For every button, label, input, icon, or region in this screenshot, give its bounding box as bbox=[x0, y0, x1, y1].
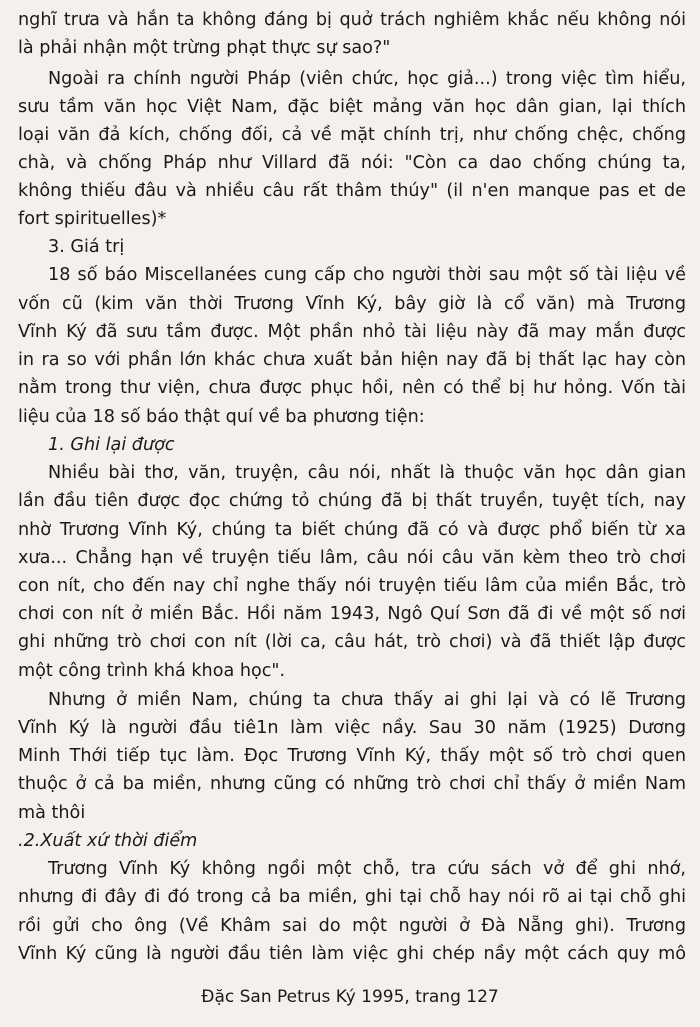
text-line: Nhiều bài thơ, văn, truyện, câu nói, nhất là thuộc văn học dân gian bbox=[48, 463, 686, 483]
text-line: Trương Vĩnh Ký không ngồi một chỗ, tra cứu sách vở để ghi nhớ, bbox=[48, 859, 686, 879]
text-line: không thiếu đâu và nhiều câu rất thâm thúy" (il n'en manque pas et de bbox=[18, 181, 686, 201]
text-line: nhờ Trương Vĩnh Ký, chúng ta biết chúng đã có và được phổ biến từ xa bbox=[18, 520, 686, 540]
text-line: fort spirituelles)* bbox=[18, 209, 167, 229]
text-line: một công trình khá khoa học". bbox=[18, 661, 286, 681]
text-line: Nhưng ở miền Nam, chúng ta chưa thấy ai ghi lại và có lẽ Trương bbox=[48, 690, 686, 710]
text-line: ghi những trò chơi con nít (lời ca, câu hát, trò chơi) và đã thiết lập được bbox=[18, 632, 686, 652]
text-line: rồi gửi cho ông (Về Khâm sai do một người ở Đà Nẵng ghi). Trương bbox=[18, 916, 686, 936]
text-line: Ngoài ra chính người Pháp (viên chức, học giả...) trong việc tìm hiểu, bbox=[48, 69, 686, 89]
text-line: liệu của 18 số báo thật quí về ba phương tiện: bbox=[18, 407, 425, 427]
text-line: 18 số báo Miscellanées cung cấp cho người thời sau một số tài liệu về bbox=[48, 265, 686, 285]
text-line: Vĩnh Ký đã sưu tầm được. Một phần nhỏ tài liệu này đã may mắn được bbox=[18, 322, 686, 342]
text-line: nằm trong thư viện, chưa được phục hồi, nên có thể bị hư hỏng. Vốn tài bbox=[18, 378, 686, 398]
section-heading: 3. Giá trị bbox=[48, 237, 125, 257]
text-line: con nít, cho đến nay chỉ nghe thấy nói truyện tiếu lâm của miền Bắc, trò bbox=[18, 576, 686, 596]
text-line: Minh Thới tiếp tục làm. Đọc Trương Vĩnh Ký, thấy một số trò chơi quen bbox=[18, 746, 686, 766]
text-line: Vĩnh Ký là người đầu tiê1n làm việc nầy. Sau 30 năm (1925) Dương bbox=[18, 718, 686, 738]
text-line: in ra so với phần lớn khác chưa xuất bản hiện nay đã bị thất lạc hay còn bbox=[18, 350, 686, 370]
subsection-heading: 1. Ghi lại được bbox=[48, 435, 175, 455]
text-line: là phải nhận một trừng phạt thực sự sao?" bbox=[18, 38, 391, 58]
text-line: nghĩ trưa và hắn ta không đáng bị quở trách nghiêm khắc nếu không nói bbox=[18, 10, 686, 30]
text-line: sưu tầm văn học Việt Nam, đặc biệt mảng văn học dân gian, lại thích bbox=[18, 97, 686, 117]
text-line: lần đầu tiên được đọc chứng tỏ chúng đã bị thất truyền, tuyệt tích, nay bbox=[18, 491, 686, 511]
text-line: thuộc ở cả ba miền, nhưng cũng có những trò chơi chỉ thấy ở miền Nam bbox=[18, 774, 686, 794]
text-line: Vĩnh Ký cũng là người đầu tiên làm việc ghi chép nầy một cách quy mô bbox=[18, 944, 686, 964]
text-line: nhưng đi đây đi đó trong cả ba miền, ghi tại chỗ hay nói rõ ai tại chỗ ghi bbox=[18, 887, 686, 907]
text-line: xưa... Chẳng hạn về truyện tiếu lâm, câu nói câu văn kèm theo trò chơi bbox=[18, 548, 686, 568]
page-footer: Đặc San Petrus Ký 1995, trang 127 bbox=[201, 987, 499, 1007]
subsection-heading: .2.Xuất xứ thời điểm bbox=[18, 831, 198, 851]
text-line: vốn cũ (kim văn thời Trương Vĩnh Ký, bây giờ là cổ văn) mà Trương bbox=[18, 294, 686, 314]
text-line: chà, và chống Pháp như Villard đã nói: "Còn ca dao chống chúng ta, bbox=[18, 153, 686, 173]
text-line: chơi con nít ở miền Bắc. Hồi năm 1943, Ngô Quí Sơn đã đi về một số nơi bbox=[18, 604, 686, 624]
text-line: loại văn đả kích, chống đối, cả về mặt chính trị, như chống chệc, chống bbox=[18, 125, 686, 145]
text-line: mà thôi bbox=[18, 803, 86, 823]
